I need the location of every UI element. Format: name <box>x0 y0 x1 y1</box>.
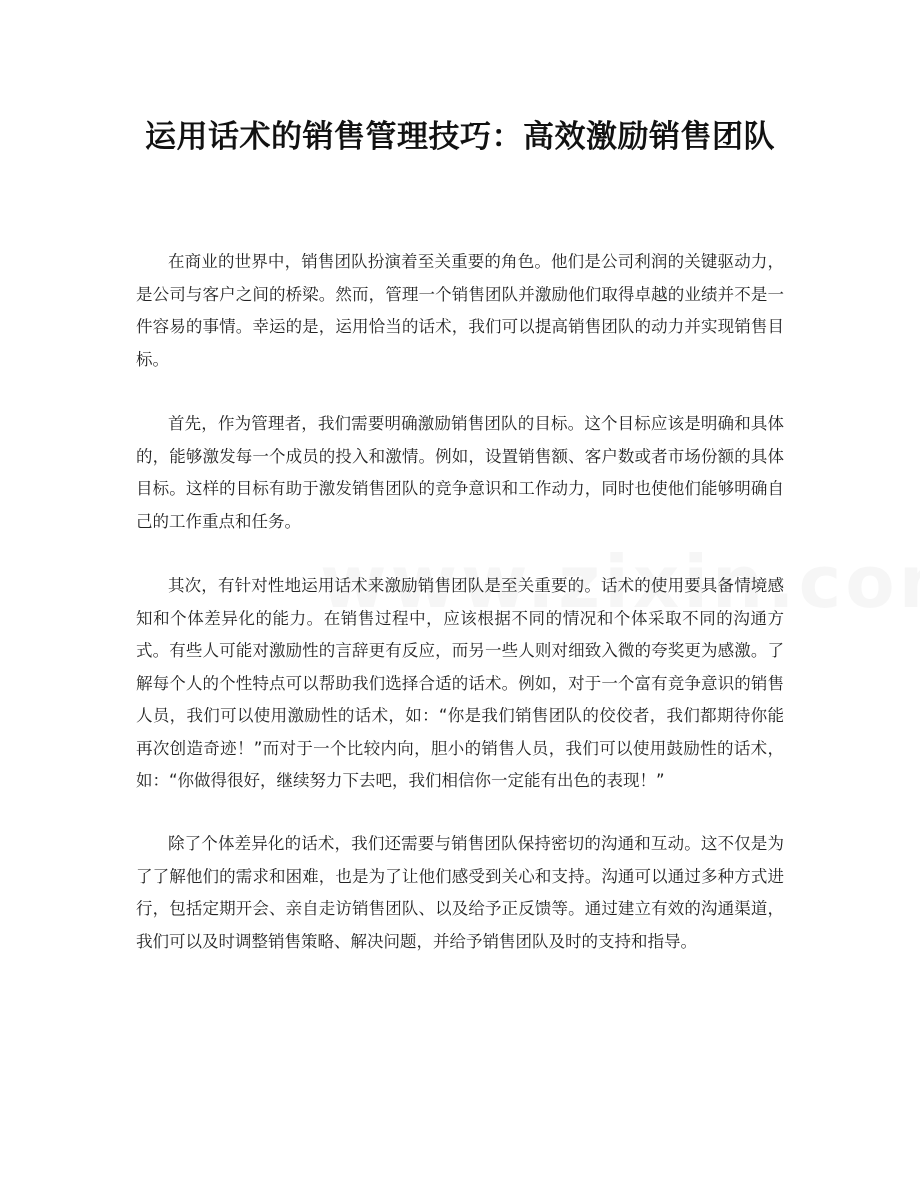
page-title: 运用话术的销售管理技巧：高效激励销售团队 <box>145 119 775 155</box>
paragraph-intro: 在商业的世界中，销售团队扮演着至关重要的角色。他们是公司利润的关键驱动力，是公司与客户之间的桥梁。然而，管理一个销售团队并激励他们取得卓越的业绩并不是一件容易的事情。幸运的是，运用恰当的话术，我们可以提高销售团队的动力并实现销售目标。 <box>136 252 784 369</box>
paragraph-targeted-scripts: 其次，有针对性地运用话术来激励销售团队是至关重要的。话术的使用要具备情境感知和个体差异化的能力。在销售过程中，应该根据不同的情况和个体采取不同的沟通方式。有些人可能对激励性的言辞更有反应，而另一些人则对细致入微的夸奖更为感激。了解每个人的个性特点可以帮助我们选择合适的话术。例如，对于一个富有竞争意识的销售人员，我们可以使用激励性的话术，如：“你是我们销售团队的佼佼者，我们都期待你能再次创造奇迹！”而对于一个比较内向，胆小的销售人员，我们可以使用鼓励性的话术，如：“你做得很好，继续努力下去吧，我们相信你一定能有出色的表现！” <box>136 576 784 790</box>
paragraph-goals: 首先，作为管理者，我们需要明确激励销售团队的目标。这个目标应该是明确和具体的，能够激发每一个成员的投入和激情。例如，设置销售额、客户数或者市场份额的具体目标。这样的目标有助于激发销售团队的竞争意识和工作动力，同时也使他们能够明确自己的工作重点和任务。 <box>136 414 784 531</box>
paragraph-communication: 除了个体差异化的话术，我们还需要与销售团队保持密切的沟通和互动。这不仅是为了了解他们的需求和困难，也是为了让他们感受到关心和支持。沟通可以通过多种方式进行，包括定期开会、亲自走访销售团队、以及给予正反馈等。通过建立有效的沟通渠道，我们可以及时调整销售策略、解决问题，并给予销售团队及时的支持和指导。 <box>136 834 784 951</box>
